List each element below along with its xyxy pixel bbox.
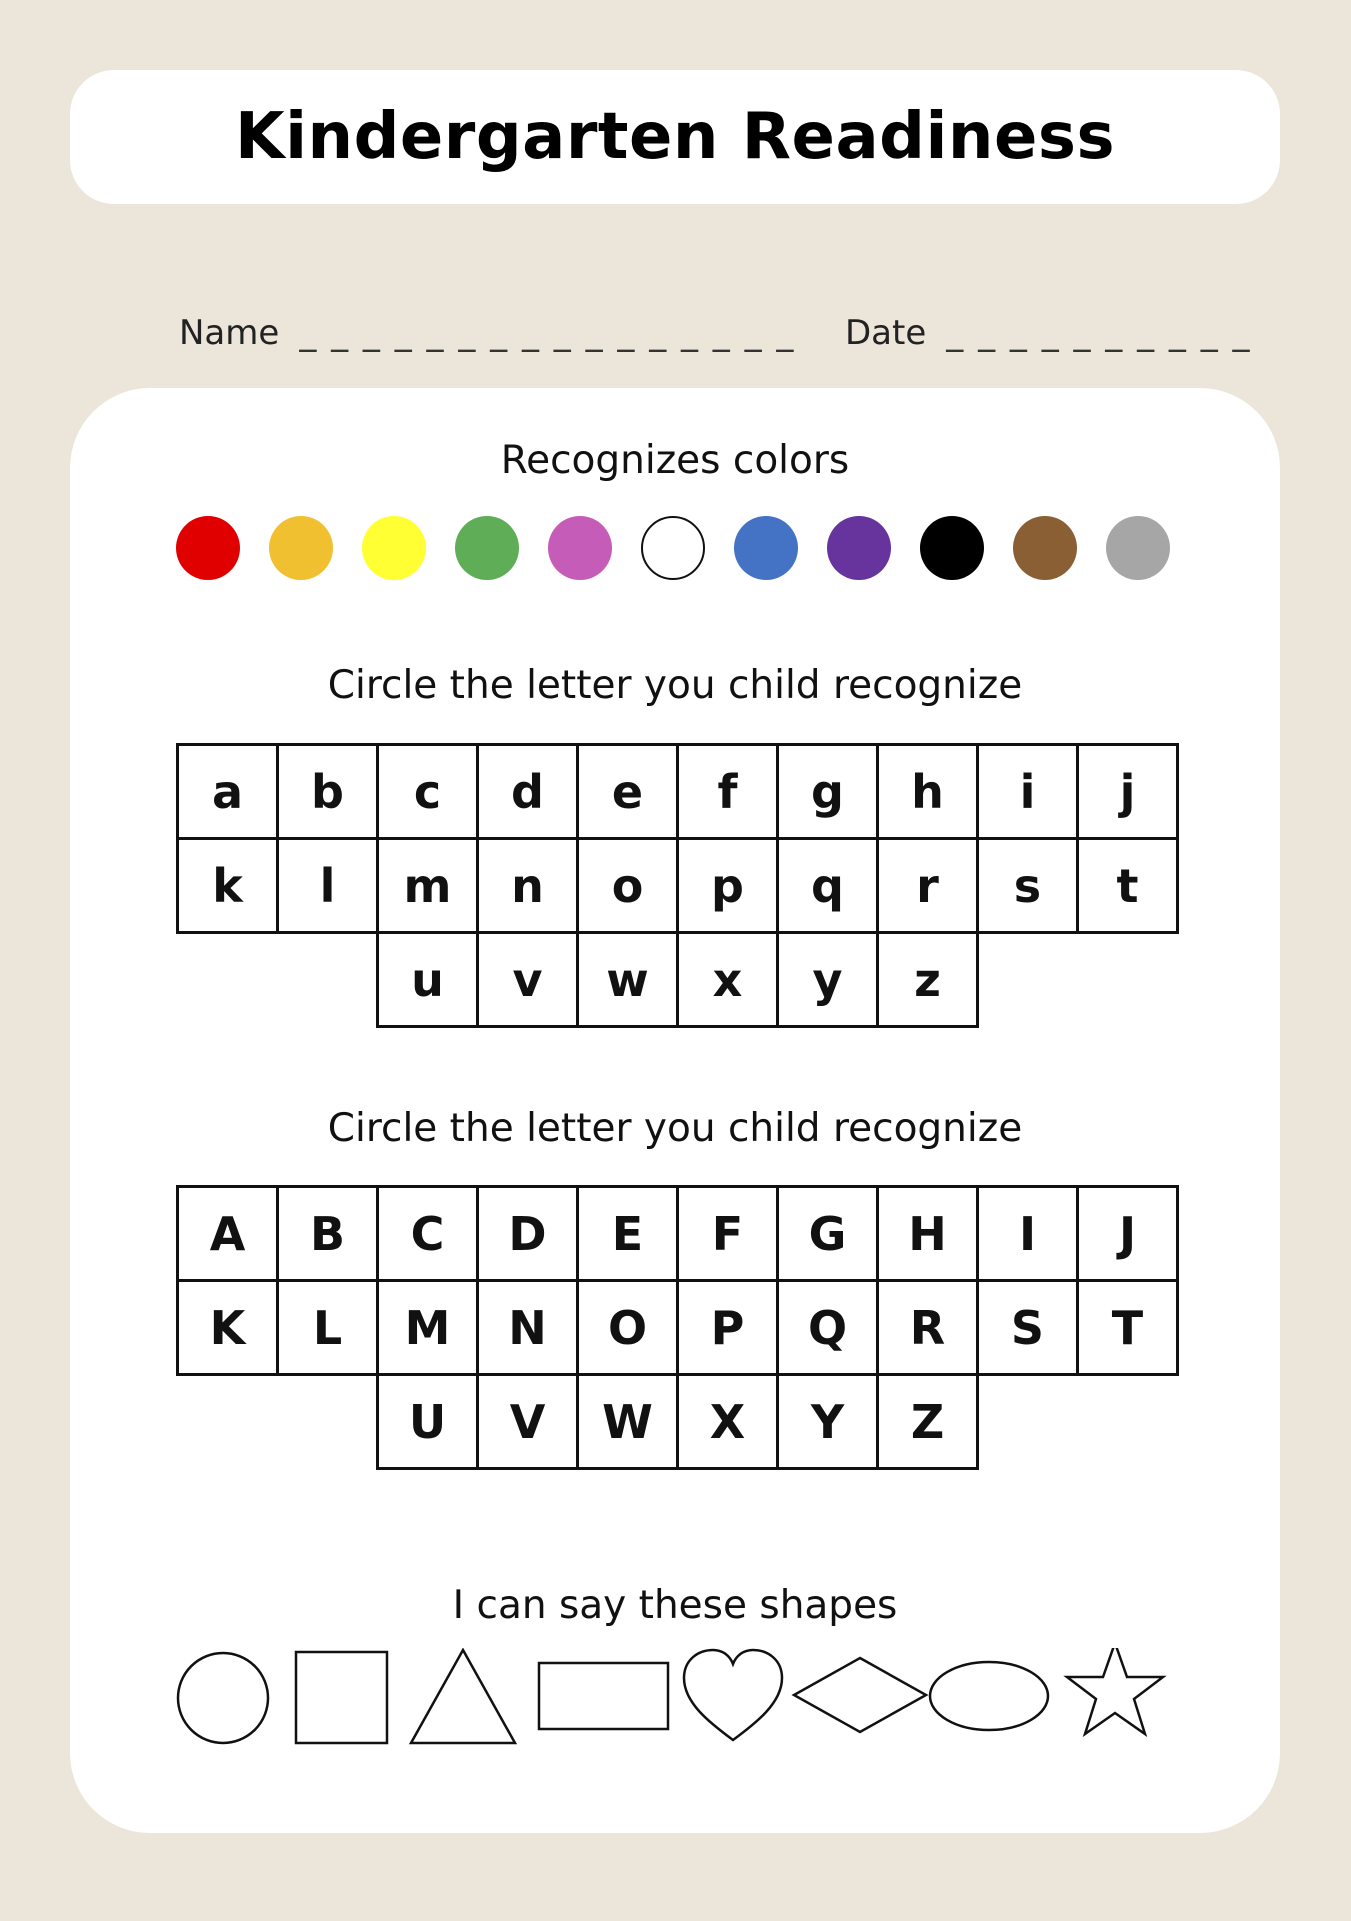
lowercase-letter-cell[interactable]: f bbox=[676, 743, 779, 840]
uppercase-letter-cell[interactable]: D bbox=[476, 1185, 579, 1282]
lowercase-letter-cell[interactable]: s bbox=[976, 837, 1079, 934]
uppercase-letter-cell[interactable]: E bbox=[576, 1185, 679, 1282]
uppercase-letter-cell[interactable]: V bbox=[476, 1373, 579, 1470]
rectangle-shape[interactable] bbox=[539, 1663, 668, 1729]
uppercase-letter-cell[interactable]: Q bbox=[776, 1279, 879, 1376]
lowercase-letter-cell[interactable]: b bbox=[276, 743, 379, 840]
uppercase-letter-cell[interactable]: Z bbox=[876, 1373, 979, 1470]
lowercase-letter-cell[interactable]: d bbox=[476, 743, 579, 840]
circle-shape[interactable] bbox=[178, 1653, 268, 1743]
lowercase-letter-cell[interactable]: e bbox=[576, 743, 679, 840]
uppercase-letter-cell[interactable]: L bbox=[276, 1279, 379, 1376]
lowercase-letter-cell[interactable]: g bbox=[776, 743, 879, 840]
uppercase-letter-cell[interactable]: R bbox=[876, 1279, 979, 1376]
title-banner bbox=[70, 70, 1280, 204]
color-swatch[interactable] bbox=[548, 516, 612, 580]
color-swatch[interactable] bbox=[455, 516, 519, 580]
color-swatch[interactable] bbox=[362, 516, 426, 580]
color-swatch[interactable] bbox=[920, 516, 984, 580]
page-title: Kindergarten Readiness bbox=[234, 100, 1116, 174]
triangle-shape[interactable] bbox=[411, 1650, 515, 1743]
uppercase-letter-cell[interactable]: G bbox=[776, 1185, 879, 1282]
lowercase-letter-cell[interactable]: p bbox=[676, 837, 779, 934]
heart-shape[interactable] bbox=[684, 1650, 782, 1740]
lowercase-letter-cell[interactable]: z bbox=[876, 931, 979, 1028]
lowercase-letter-cell[interactable]: a bbox=[176, 743, 279, 840]
colors-heading: Recognizes colors bbox=[500, 438, 850, 483]
lowercase-heading: Circle the letter you child recognize bbox=[327, 663, 1023, 708]
lowercase-letter-cell[interactable]: t bbox=[1076, 837, 1179, 934]
square-shape[interactable] bbox=[296, 1652, 387, 1743]
date-blank[interactable]: _ _ _ _ _ _ _ _ _ _ bbox=[946, 313, 1252, 353]
uppercase-letter-cell[interactable]: M bbox=[376, 1279, 479, 1376]
lowercase-letter-cell[interactable]: o bbox=[576, 837, 679, 934]
lowercase-letter-cell[interactable]: v bbox=[476, 931, 579, 1028]
color-swatch[interactable] bbox=[269, 516, 333, 580]
uppercase-letter-cell[interactable]: F bbox=[676, 1185, 779, 1282]
lowercase-letter-cell[interactable]: x bbox=[676, 931, 779, 1028]
uppercase-letter-cell[interactable]: C bbox=[376, 1185, 479, 1282]
color-swatch-row bbox=[176, 516, 1176, 582]
lowercase-letter-cell[interactable]: w bbox=[576, 931, 679, 1028]
lowercase-letter-cell[interactable]: u bbox=[376, 931, 479, 1028]
lowercase-letter-cell[interactable]: m bbox=[376, 837, 479, 934]
uppercase-letter-cell[interactable]: I bbox=[976, 1185, 1079, 1282]
lowercase-letter-cell[interactable]: r bbox=[876, 837, 979, 934]
uppercase-letter-cell[interactable]: O bbox=[576, 1279, 679, 1376]
uppercase-letter-cell[interactable]: N bbox=[476, 1279, 579, 1376]
color-swatch[interactable] bbox=[176, 516, 240, 580]
uppercase-letter-cell[interactable]: U bbox=[376, 1373, 479, 1470]
lowercase-letter-cell[interactable]: k bbox=[176, 837, 279, 934]
shapes-heading: I can say these shapes bbox=[452, 1583, 898, 1628]
uppercase-letter-cell[interactable]: J bbox=[1076, 1185, 1179, 1282]
color-swatch[interactable] bbox=[641, 516, 705, 580]
uppercase-letter-cell[interactable]: S bbox=[976, 1279, 1079, 1376]
date-label: Date bbox=[845, 313, 927, 353]
oval-shape[interactable] bbox=[930, 1662, 1048, 1730]
name-field bbox=[179, 313, 795, 353]
date-field bbox=[845, 313, 1252, 353]
shapes-row bbox=[70, 1648, 1280, 1768]
lowercase-letter-cell[interactable]: n bbox=[476, 837, 579, 934]
uppercase-letter-cell[interactable]: X bbox=[676, 1373, 779, 1470]
uppercase-letter-cell[interactable]: T bbox=[1076, 1279, 1179, 1376]
lowercase-letter-cell[interactable]: j bbox=[1076, 743, 1179, 840]
uppercase-heading: Circle the letter you child recognize bbox=[327, 1106, 1023, 1151]
color-swatch[interactable] bbox=[827, 516, 891, 580]
uppercase-letter-cell[interactable]: A bbox=[176, 1185, 279, 1282]
uppercase-letter-cell[interactable]: P bbox=[676, 1279, 779, 1376]
color-swatch[interactable] bbox=[734, 516, 798, 580]
uppercase-letter-cell[interactable]: B bbox=[276, 1185, 379, 1282]
name-blank[interactable]: _ _ _ _ _ _ _ _ _ _ _ _ _ _ _ _ bbox=[299, 313, 796, 353]
lowercase-letter-cell[interactable]: h bbox=[876, 743, 979, 840]
uppercase-letter-cell[interactable]: Y bbox=[776, 1373, 879, 1470]
lowercase-letter-cell[interactable]: i bbox=[976, 743, 1079, 840]
color-swatch[interactable] bbox=[1013, 516, 1077, 580]
uppercase-letter-cell[interactable]: W bbox=[576, 1373, 679, 1470]
lowercase-letter-cell[interactable]: y bbox=[776, 931, 879, 1028]
name-label: Name bbox=[179, 313, 280, 353]
color-swatch[interactable] bbox=[1106, 516, 1170, 580]
uppercase-letter-cell[interactable]: H bbox=[876, 1185, 979, 1282]
lowercase-letter-cell[interactable]: q bbox=[776, 837, 879, 934]
worksheet-card bbox=[70, 388, 1280, 1833]
uppercase-letter-cell[interactable]: K bbox=[176, 1279, 279, 1376]
star-shape[interactable] bbox=[1067, 1648, 1163, 1734]
lowercase-letter-cell[interactable]: c bbox=[376, 743, 479, 840]
lowercase-letter-cell[interactable]: l bbox=[276, 837, 379, 934]
diamond-shape[interactable] bbox=[794, 1658, 926, 1732]
